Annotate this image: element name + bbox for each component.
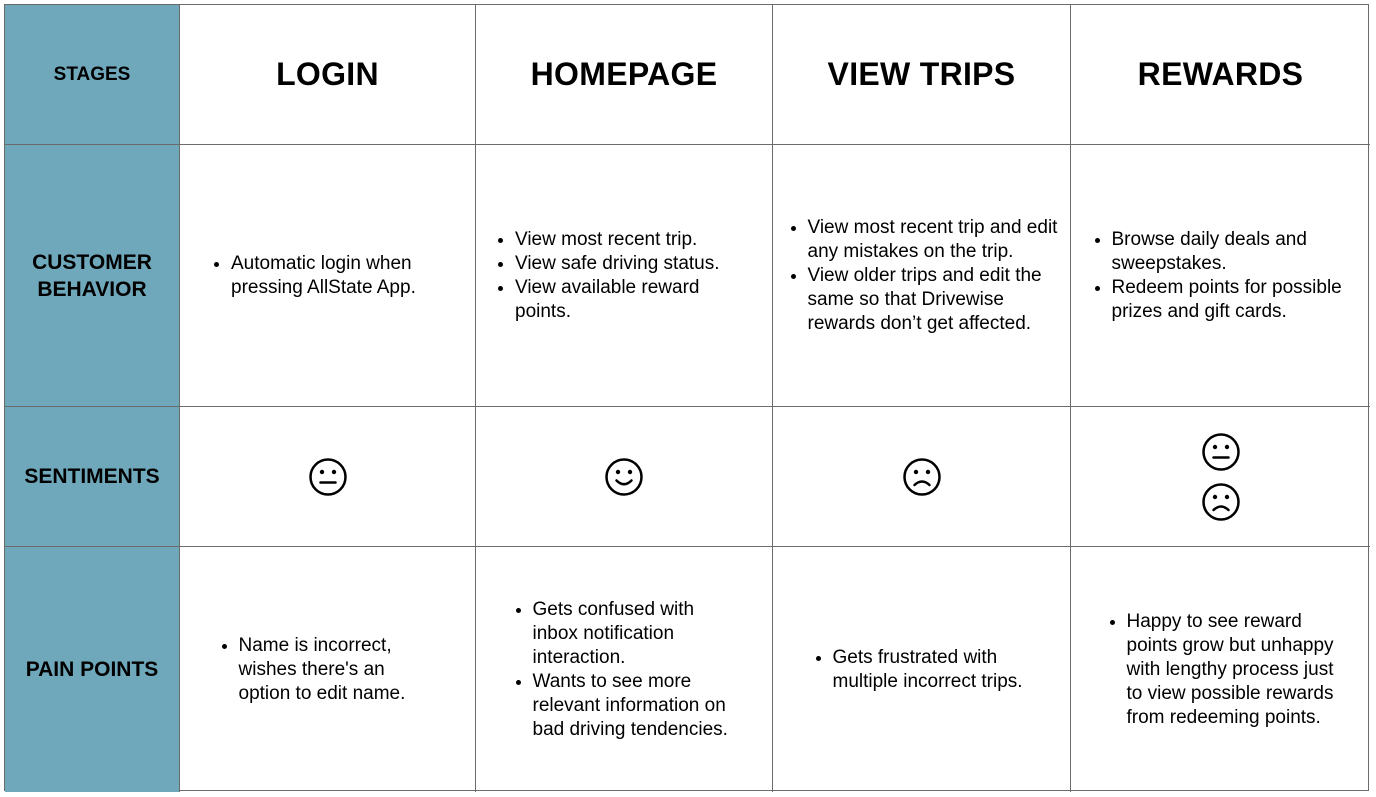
list-item: • Wants to see more relevant information on bad driving tendencies. [533, 670, 738, 742]
sentiment-cell-view-trips [773, 407, 1071, 547]
customer-behavior-header-cell [5, 145, 180, 407]
stage-header-rewards [1071, 5, 1370, 145]
stage-header-login [180, 5, 476, 145]
sentiments-header-cell [5, 407, 180, 547]
sentiment-cell-homepage [476, 407, 773, 547]
behavior-list-rewards [1090, 228, 1352, 324]
stages-header-cell [5, 5, 180, 145]
pain-cell-homepage [476, 547, 773, 792]
stage-header-view-trips [773, 5, 1071, 145]
stage-title-login: LOGIN [276, 56, 379, 92]
stage-title-rewards: REWARDS [1137, 56, 1304, 92]
stage-header-homepage [476, 5, 773, 145]
pain-cell-view-trips [773, 547, 1071, 792]
pain-points-label: PAIN POINTS [25, 658, 159, 681]
sentiment-faces-stack [1201, 432, 1241, 522]
behavior-list-view-trips [786, 216, 1058, 336]
pain-list-homepage [511, 598, 738, 742]
list-item: • Happy to see reward points grow but unhappy with lengthy process just to view possible rewards from redeeming points. [1127, 610, 1337, 730]
happy-face-icon [604, 457, 644, 497]
sentiments-label: SENTIMENTS [24, 465, 160, 488]
journey-map-table [4, 4, 1369, 791]
stage-title-view-trips: VIEW TRIPS [827, 56, 1016, 92]
customer-behavior-label-line1: CUSTOMER [32, 250, 152, 274]
pain-list-login [217, 634, 439, 706]
behavior-cell-view-trips [773, 145, 1071, 407]
customer-behavior-label-line2: BEHAVIOR [37, 277, 147, 301]
list-item: • View most recent trip. [515, 228, 755, 252]
stages-label: STAGES [53, 64, 131, 85]
sentiment-cell-login [180, 407, 476, 547]
neutral-face-icon [308, 457, 348, 497]
pain-cell-rewards [1071, 547, 1370, 792]
list-item: • View most recent trip and edit any mistakes on the trip. [808, 216, 1058, 264]
behavior-cell-login [180, 145, 476, 407]
sad-face-icon [902, 457, 942, 497]
pain-cell-login [180, 547, 476, 792]
stage-title-homepage: HOMEPAGE [530, 56, 718, 92]
behavior-list-homepage [493, 228, 755, 324]
list-item: • Browse daily deals and sweepstakes. [1112, 228, 1352, 276]
neutral-face-icon [1201, 432, 1241, 472]
behavior-cell-rewards [1071, 145, 1370, 407]
list-item: • Gets frustrated with multiple incorrect trips. [833, 646, 1033, 694]
list-item: • View available reward points. [515, 276, 755, 324]
list-item: • Automatic login when pressing AllState App. [231, 252, 446, 300]
list-item: • Redeem points for possible prizes and gift cards. [1112, 276, 1352, 324]
pain-list-view-trips [811, 646, 1033, 694]
list-item: • View safe driving status. [515, 252, 755, 276]
pain-list-rewards [1105, 610, 1337, 730]
behavior-list-login [209, 252, 446, 300]
list-item: • Name is incorrect, wishes there's an option to edit name. [239, 634, 439, 706]
pain-points-header-cell [5, 547, 180, 792]
sentiment-cell-rewards [1071, 407, 1370, 547]
behavior-cell-homepage [476, 145, 773, 407]
sad-face-icon [1201, 482, 1241, 522]
list-item: • View older trips and edit the same so that Drivewise rewards don’t get affected. [808, 264, 1058, 336]
list-item: • Gets confused with inbox notification interaction. [533, 598, 738, 670]
